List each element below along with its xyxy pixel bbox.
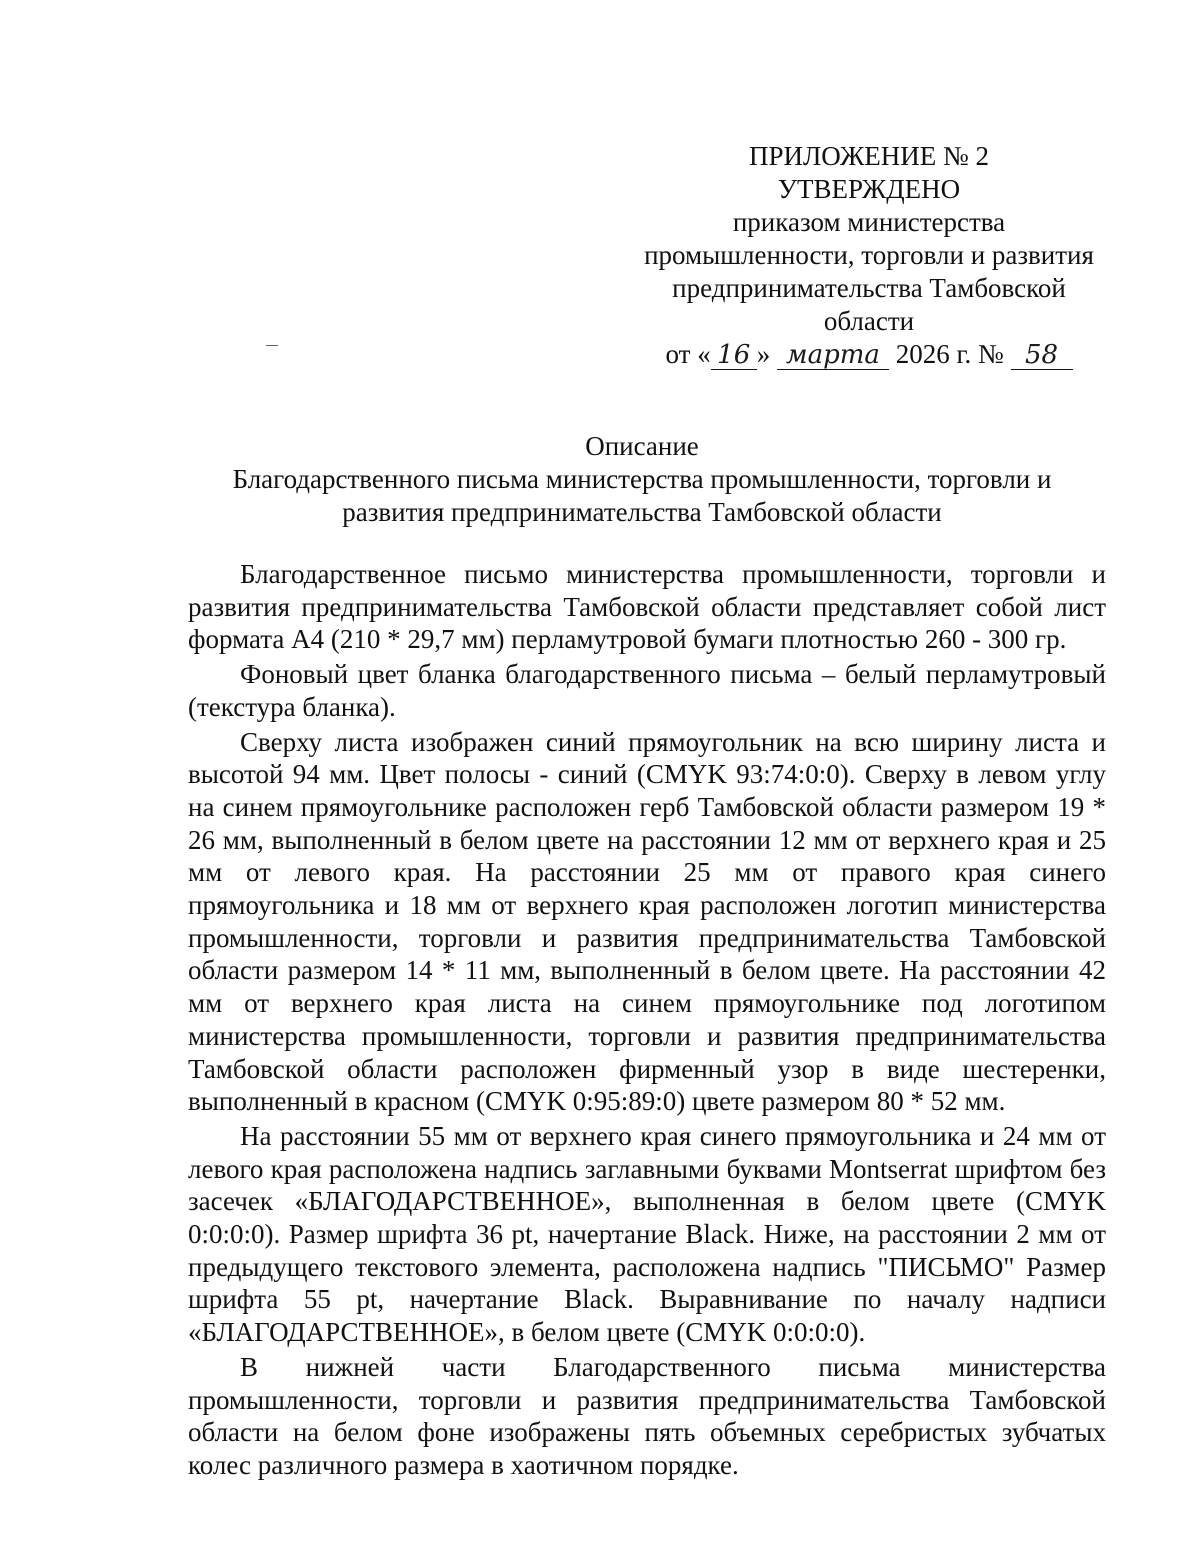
handwritten-number: 58 bbox=[1011, 341, 1073, 370]
approved-label: УТВЕРЖДЕНО bbox=[777, 174, 961, 204]
document-body bbox=[188, 558, 1106, 1484]
approval-stamp bbox=[630, 140, 1108, 371]
paragraph: В нижней части Благодарственного письма министерства промышленности, торговли и развития предпринимательства Тамбовской области на белом фоне изображены пять объемных серебристых зубчатых колес различного размера в хаотичном порядке. bbox=[188, 1351, 1106, 1480]
scan-mark bbox=[266, 345, 278, 346]
order-line-3: предпринимательства Тамбовской bbox=[672, 273, 1066, 303]
paragraph: Фоновый цвет бланка благодарственного письма – белый перламутровый (текстура бланка). bbox=[188, 659, 1106, 722]
paragraph: На расстоянии 55 мм от верхнего края синего прямоугольника и 24 мм от левого края расположена надпись заглавными буквами Montserrat шрифтом без засечек «БЛАГОДАРСТВЕННОЕ», выполненная в белом цвете (CMYK 0:0:0:0). Размер шрифта 36 pt, начертание Black. Ниже, на расстоянии 2 мм от предыдущего текстового элемента, расположена надпись "ПИСЬМО" Размер шрифта 55 pt, начертание Black. Выравнивание по началу надписи «БЛАГОДАРСТВЕННОЕ», в белом цвете (CMYK 0:0:0:0). bbox=[188, 1120, 1106, 1348]
order-line-2: промышленности, торговли и развития bbox=[644, 240, 1094, 270]
paragraph: Сверху листа изображен синий прямоугольник на всю ширину листа и высотой 94 мм. Цвет полосы - синий (CMYK 93:74:0:0). Сверху в левом углу на синем прямоугольнике расположен герб Тамбовской области размером 19 * 26 мм, выполненный в белом цвете на расстоянии 12 мм от верхнего края и 25 мм от левого края. На расстоянии 25 мм от правого края синего прямоугольника и 18 мм от верхнего края расположен логотип министерства промышленности, торговли и развития предпринимательства Тамбовской области размером 14 * 11 мм, выполненный в белом цвете. На расстоянии 42 мм от верхнего края листа на синем прямоугольнике под логотипом министерства промышленности, торговли и развития предпринимательства Тамбовской области расположен фирменный узор в виде шестеренки, выполненный в красном (CMYK 0:95:89:0) цвете размером 80 * 52 мм. bbox=[188, 726, 1106, 1117]
order-date-line bbox=[630, 338, 1108, 371]
document-title bbox=[140, 430, 1144, 529]
title-subtitle-1: Благодарственного письма министерства промышленности, торговли и bbox=[232, 464, 1052, 494]
appendix-label: ПРИЛОЖЕНИЕ № 2 bbox=[748, 141, 990, 171]
order-line-1: приказом министерства bbox=[732, 207, 1006, 237]
title-heading: Описание bbox=[585, 431, 699, 461]
year-text: 2026 г. № bbox=[895, 339, 1004, 369]
date-close: » bbox=[756, 339, 771, 369]
order-line-4: области bbox=[823, 306, 915, 336]
date-prefix: от « bbox=[665, 339, 711, 369]
paragraph: Благодарственное письмо министерства промышленности, торговли и развития предпринимательства Тамбовской области представляет собой лист формата А4 (210 * 29,7 мм) перламутровой бумаги плотностью 260 - 300 гр. bbox=[188, 559, 1106, 655]
title-subtitle-2: развития предпринимательства Тамбовской области bbox=[342, 497, 942, 527]
handwritten-day: 16 bbox=[711, 341, 757, 370]
handwritten-month: марта bbox=[777, 341, 889, 370]
